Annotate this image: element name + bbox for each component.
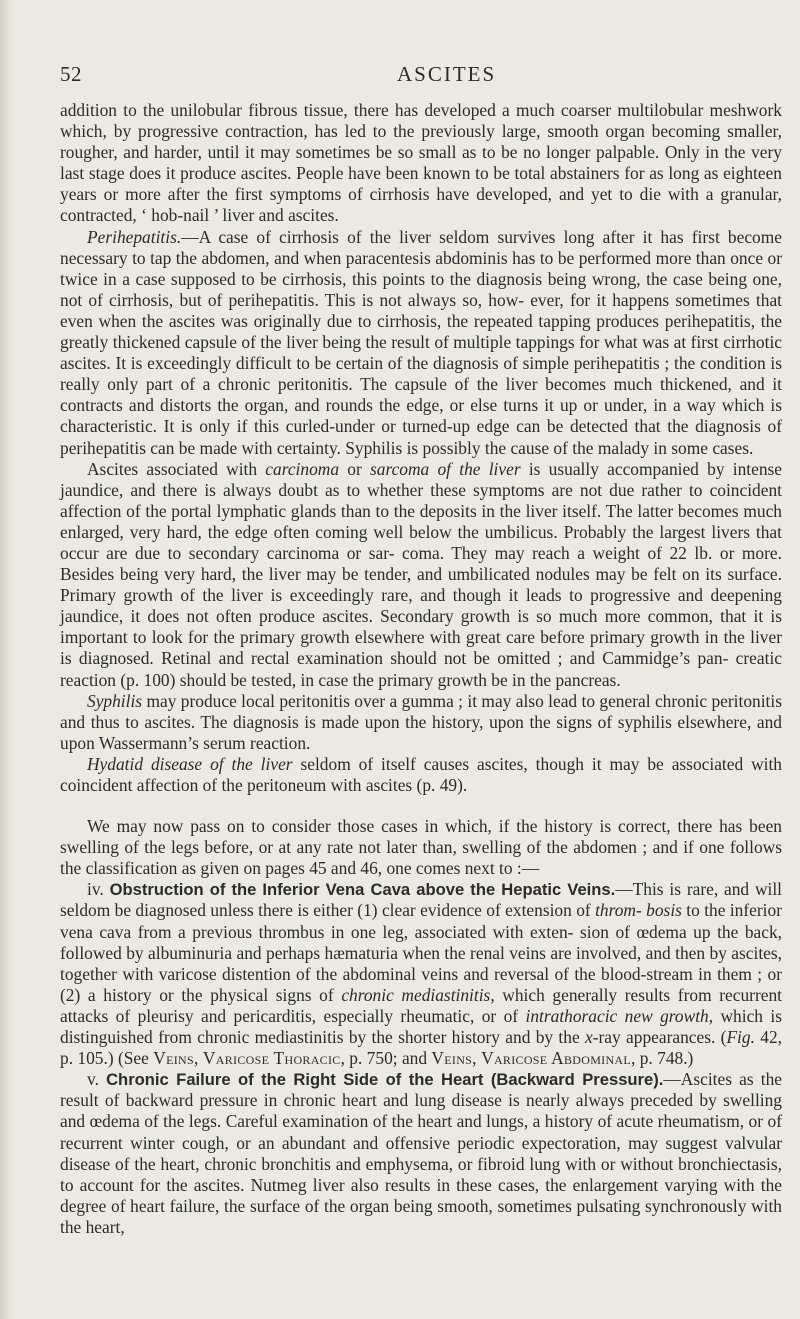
text-segment: throm- bosis <box>595 900 682 921</box>
text-segment: sarcoma of the liver <box>370 458 521 479</box>
text-segment: , which is distinguished from chronic mediastinitis by the shorter history and by the <box>60 1005 783 1048</box>
paragraph-heart-failure <box>60 1069 782 1238</box>
text-segment: intrathoracic new growth <box>525 1005 709 1026</box>
text-segment: Ascites associated with <box>87 458 266 479</box>
paragraph-syphilis <box>60 691 782 754</box>
text-segment: , p. 750; and <box>340 1048 432 1069</box>
text-segment: —A case of cirrhosis of the liver seldom survives long after it has first become necessary to tap the abdomen, and when paracentesis abdominis has to be performed more than once or twice in a case supposed to be cirrhosis, this points to the diagnosis being wrong, the case being one, not of cirrhosis, but of perihepatitis. This is not always so, how- ever, for it happens sometimes that even when the ascites was originally due to cirrhosis, the repeated tapping produces perihepatitis, the greatly thickened capsule of the liver being the result of multiple tappings for what was at first cirrhotic ascites. It is exceedingly difficult to be certain of the diagnosis of simple perihepatitis ; the condition is really only part of a chronic peritonitis. The capsule of the liver becomes much thickened, and it contracts and distorts the organ, and rounds the edge, or else turns it up or under, in a way which is characteristic. It is only if this curled-under or turned-up edge can be detected that the diagnosis of perihepatitis can be made with certainty. Syphilis is possibly the cause of the malady in some cases. <box>60 226 782 458</box>
text-segment: 42, p. 105.) (See <box>60 1027 782 1069</box>
paragraph-perihepatitis <box>60 227 782 459</box>
paragraph-vena-cava <box>60 879 782 1069</box>
text-segment: Chronic Failure of the Right Side of the Heart (Backward Pressure). <box>106 1070 664 1090</box>
text-segment: x <box>584 1027 593 1048</box>
text-segment: iv. <box>87 879 110 900</box>
text-segment: -ray appearances. ( <box>592 1027 727 1048</box>
text-segment: Obstruction of the Inferior Vena Cava above the Hepatic Veins. <box>109 880 616 900</box>
text-segment: Hydatid disease of the liver <box>87 753 293 774</box>
running-title: ASCITES <box>397 62 497 86</box>
text-segment: We may now pass on to consider those cases in which, if the history is correct, there has been swelling of the legs before, or at any rate not later than, swelling of the abdomen ; and if one follows the classification as given on pages 45 and 46, one comes next to :— <box>60 816 782 879</box>
text-segment: v. <box>87 1069 107 1090</box>
text-segment: seldom of itself causes ascites, though it may be associated with coincident affection of the peritoneum with ascites (p. 49). <box>60 753 782 795</box>
text-segment: Fig. <box>726 1027 755 1048</box>
text-segment: Syphilis <box>87 690 143 711</box>
paragraph-carcinoma <box>60 459 782 691</box>
text-segment: addition to the unilobular fibrous tissue, there has developed a much coarser multilobular meshwork which, by progressive contraction, has led to the previously large, smooth organ becoming smaller, rougher, and harder, until it may sometimes be so small as to be no longer palpable. Only in the very last stage does it produce ascites. People have been known to be total abstainers for as long as eighteen years or more after the first symptoms of cirrhosis have developed, and yet to die with a granular, contracted, ‘ hob-nail ’ liver and ascites. <box>60 100 782 226</box>
text-segment: Perihepatitis. <box>87 226 182 247</box>
text-segment: , which generally results from recurrent attacks of pleurisy and pericarditis, especially rheumatic, or of <box>60 984 782 1026</box>
text-segment: —This is rare, and will seldom be diagnosed unless there is either (1) clear evidence of extension of <box>60 879 782 921</box>
text-segment: carcinoma <box>265 458 340 479</box>
text-segment: , p. 748.) <box>631 1048 694 1069</box>
body-text <box>60 100 782 1238</box>
page-number: 52 <box>60 62 82 86</box>
text-segment: to the inferior vena cava from a previous thrombus in one leg, associated with exten- sion of œdema up the back, followed by albuminuria and perhaps hæmaturia when the renal veins are involved, and then by ascites, together with varicose distention of the abdominal veins and reversal of the blood-stream in them ; or (2) a history or the physical signs of <box>60 900 782 1005</box>
running-head <box>60 62 782 96</box>
text-segment: —Ascites as the result of backward pressure in chronic heart and lung disease is nearly always preceded by swelling and œdema of the legs. Careful examination of the heart and lungs, a history of acute rheumatism, or of recurrent winter cough, or an abundant and offensive periodic expectoration, may suggest valvular disease of the heart, chronic bronchitis and emphysema, or fibroid lung with or without bronchiectasis, to account for the ascites. Nutmeg liver also results in these cases, the enlargement varying with the degree of heart failure, the surface of the organ being smooth, sometimes pulsating synchronously with the heart, <box>60 1069 783 1237</box>
text-segment: is usually accompanied by intense jaundice, and there is always doubt as to whether these symptoms are not due rather to coincident affection of the portal lymphatic glands than to the deposits in the liver itself. The latter becomes much enlarged, very hard, the edge often coming well below the umbilicus. Probably the largest livers that occur are due to secondary carcinoma or sar- coma. They may reach a weight of 22 lb. or more. Besides being very hard, the liver may be tender, and umbilicated nodules may be felt on its surface. Primary growth of the liver is exceedingly rare, and though it leads to progressive and deepening jaundice, it does not often produce ascites. Secondary growth is so much more common, that it is important to look for the primary growth elsewhere with great care before primary growth in the liver is diagnosed. Retinal and rectal examination should not be omitted ; and Cammidge’s pan- creatic reaction (p. 100) should be tested, in case the primary growth be in the pancreas. <box>60 458 783 690</box>
text-segment: chronic mediastinitis <box>341 984 491 1005</box>
text-segment: Veins, Varicose Abdominal <box>431 1048 632 1069</box>
text-segment: Veins, Varicose Thoracic <box>153 1048 341 1069</box>
paragraph-hydatid <box>60 754 782 796</box>
paragraph-transition <box>60 816 782 879</box>
text-segment: may produce local peritonitis over a gumma ; it may also lead to general chronic peritonitis and thus to ascites. The diagnosis is made upon the history, upon the signs of syphilis elsewhere, and upon Wassermann’s serum reaction. <box>60 690 782 753</box>
paragraph-cirrhosis-continued <box>60 100 782 227</box>
text-segment: or <box>339 458 370 479</box>
